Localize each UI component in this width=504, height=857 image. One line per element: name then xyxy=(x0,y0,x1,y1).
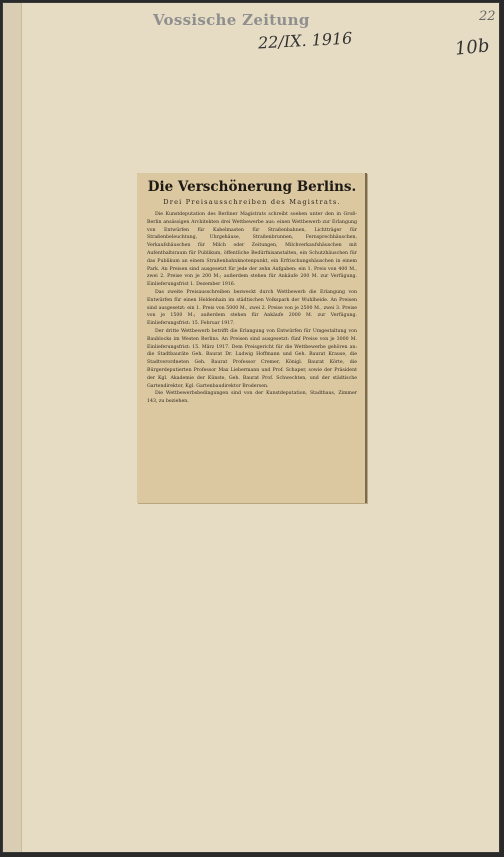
clipping-paragraph: Die Kunstdeputation des Berliner Magistrats schreibt soeben unter den in Groß-Berlin ansässigen Architekten drei Wettbewerbe aus: einen Wettbewerb zur Erlangung von Entwürfen für Kabelmasten für Straßenbahnen, Lichtträger für Straßenbeleuchtung, Uhrgehäuse, Straßenbrunnen, Fernsprechhäuschen, Verkaufshäuschen für Milch oder Zeitungen, Milchverkaufshäuschen mit Aufenthaltsraum für Publikum, öffentliche Bedürfnisanstalten, ein Schutzhäuschen für das Publikum an einem Straßenbahnknotenpunkt, ein Erfrischungshäuschen in einem Park. An Preisen sind ausgesetzt für jede der zehn Aufgaben: ein 1. Preis von 400 M., zwei 2. Preise von je 200 M.; außerdem stehen für Ankäufe 200 M. zur Verfügung. Einlieferungsfrist 1. Dezember 1916. xyxy=(147,212,357,288)
newspaper-source-stamp: Vossische Zeitung xyxy=(153,11,310,29)
archive-sheet xyxy=(2,2,500,853)
corner-mark: 22 xyxy=(479,9,496,24)
clipping-paragraph: Das zweite Preisausschreiben bezweckt durch Wettbewerb die Erlangung von Entwürfen für einen Heldenhain im städtischen Volkspark der Wuhlheide. An Preisen sind ausgesetzt: ein 1. Preis von 5000 M., zwei 2. Preise von je 2500 M., zwei 3. Preise von je 1500 M.; außerdem stehen für Ankäufe 2000 M. zur Verfügung. Einlieferungsfrist: 15. Februar 1917. xyxy=(147,289,357,327)
handwritten-date: 22/IX. 1916 xyxy=(257,28,353,53)
clipping-headline: Die Verschönerung Berlins. xyxy=(147,179,357,195)
clipping-subheadline: Drei Preisausschreiben des Magistrats. xyxy=(163,198,341,206)
newspaper-clipping xyxy=(137,173,367,503)
binding-strip xyxy=(3,3,22,852)
handwritten-page-number: 10b xyxy=(453,35,491,60)
clipping-paragraph: Die Wettbewerbsbedingungen sind von der Kunstdeputation, Stadthaus, Zimmer 143, zu beziehen. xyxy=(147,391,357,405)
clipping-paragraph: Der dritte Wettbewerb betrifft die Erlangung von Entwürfen für Umgestaltung von Baublocks im Westen Berlins. An Preisen sind ausgesetzt: fünf Preise von je 3000 M. Einlieferungsfrist: 15. März 1917. Dem Preisgericht für die Wettbewerbe gehören an: die Stadtbauräte Geh. Baurat Dr. Ludwig Hoffmann und Geh. Baurat Krause, die Stadtverordneten Geh. Baurat Professor Cremer, Königl. Baurat Körte, die Bürgerdeputierten Professor Max Liebermann und Prof. Schaper, sowie der Präsident der Kgl. Akademie der Künste, Geh. Baurat Prof. Schwechten, und der städtische Gartendirektor, Kgl. Gartenbaudirektor Brodersen. xyxy=(147,328,357,389)
